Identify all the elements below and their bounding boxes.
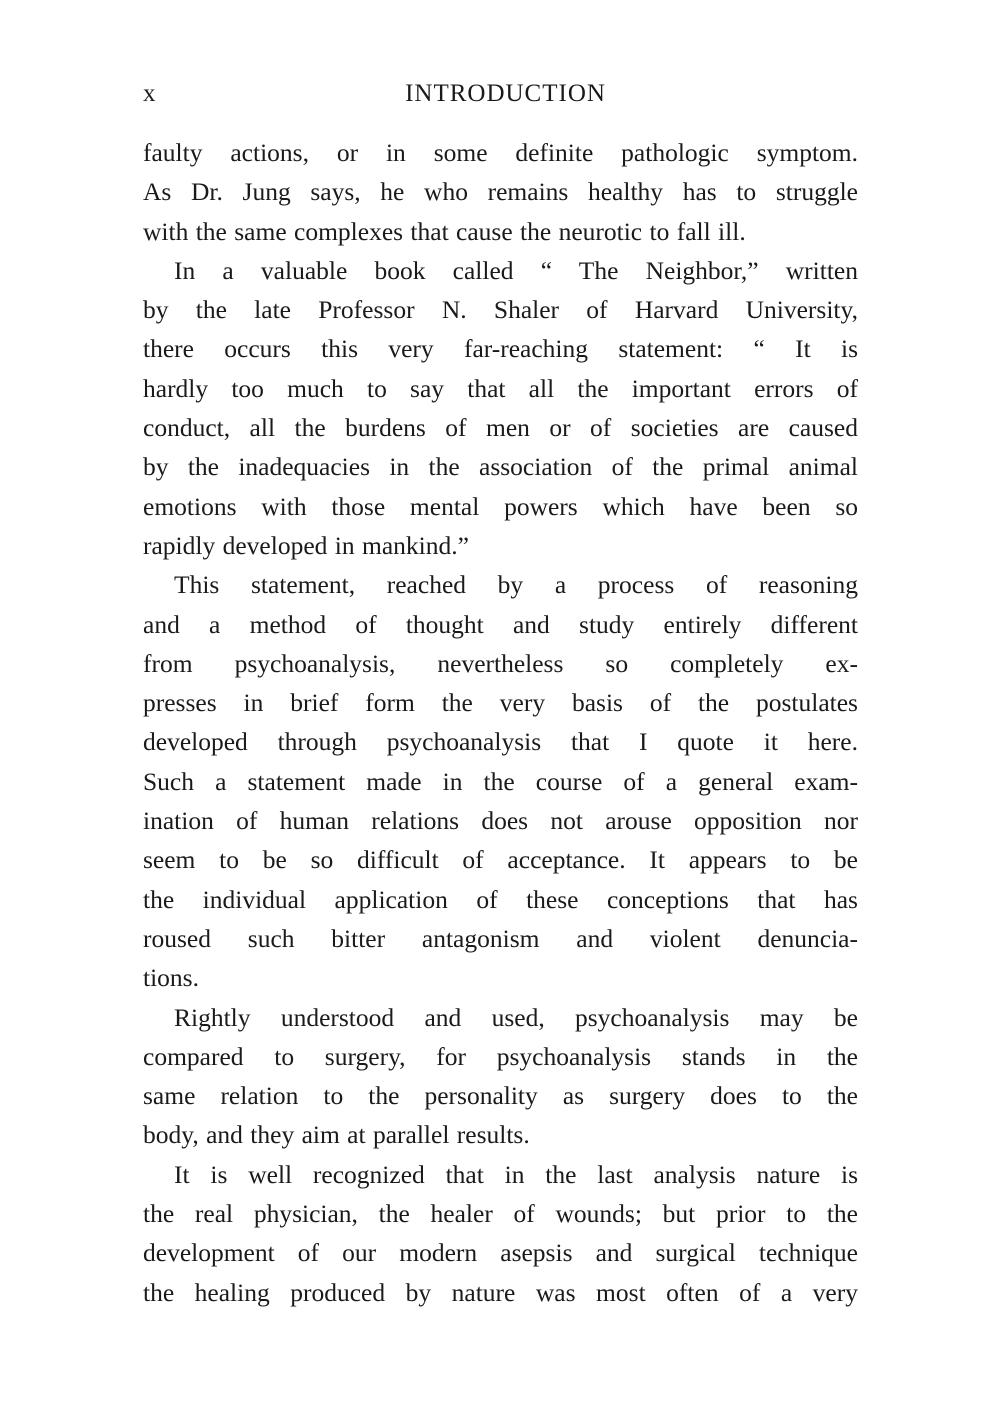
text-line: Such a statement made in the course of a general exam- — [143, 766, 858, 796]
text-line: hardly too much to say that all the important errors of — [143, 373, 858, 403]
text-line: ination of human relations does not arouse opposition nor — [143, 806, 858, 836]
page-number: x — [143, 80, 157, 107]
text-line: presses in brief form the very basis of the postulates — [143, 688, 858, 718]
text-line: faulty actions, or in some definite pathologic symptom. — [143, 138, 858, 167]
text-line: As Dr. Jung says, he who remains healthy has to struggle — [143, 177, 858, 207]
text-line: compared to surgery, for psychoanalysis stands in the — [143, 1041, 858, 1071]
text-line: Rightly understood and used, psychoanalysis may be — [174, 1002, 858, 1032]
text-line: seem to be so difficult of acceptance. It appears to be — [143, 845, 858, 875]
body-text — [143, 133, 858, 1312]
text-line: tions. — [143, 963, 199, 993]
text-line: It is well recognized that in the last analysis nature is — [174, 1159, 858, 1189]
text-line: emotions with those mental powers which have been so — [143, 491, 858, 521]
text-line: This statement, reached by a process of reasoning — [174, 570, 858, 600]
text-line: the individual application of these conceptions that has — [143, 884, 858, 914]
text-line: same relation to the personality as surgery does to the — [143, 1081, 858, 1111]
text-line: and a method of thought and study entirely different — [143, 609, 858, 639]
text-line: In a valuable book called “ The Neighbor,” written — [174, 255, 858, 285]
text-line: body, and they aim at parallel results. — [143, 1120, 530, 1150]
text-line: by the inadequacies in the association of the primal animal — [143, 452, 858, 482]
text-line: there occurs this very far-reaching statement: “ It is — [143, 334, 858, 364]
text-line: development of our modern asepsis and surgical technique — [143, 1238, 858, 1268]
text-line: roused such bitter antagonism and violent denuncia- — [143, 923, 858, 953]
text-line: conduct, all the burdens of men or of societies are caused — [143, 413, 858, 443]
text-line: the real physician, the healer of wounds; but prior to the — [143, 1199, 858, 1229]
text-line: rapidly developed in mankind.” — [143, 530, 469, 560]
text-line: developed through psychoanalysis that I quote it here. — [143, 727, 858, 757]
text-line: the healing produced by nature was most often of a very — [143, 1277, 858, 1307]
text-line: by the late Professor N. Shaler of Harvard University, — [143, 295, 858, 325]
running-title: INTRODUCTION — [405, 80, 606, 107]
text-line: with the same complexes that cause the neurotic to fall ill. — [143, 216, 746, 246]
text-line: from psychoanalysis, nevertheless so completely ex- — [143, 648, 858, 678]
running-head — [143, 80, 858, 114]
